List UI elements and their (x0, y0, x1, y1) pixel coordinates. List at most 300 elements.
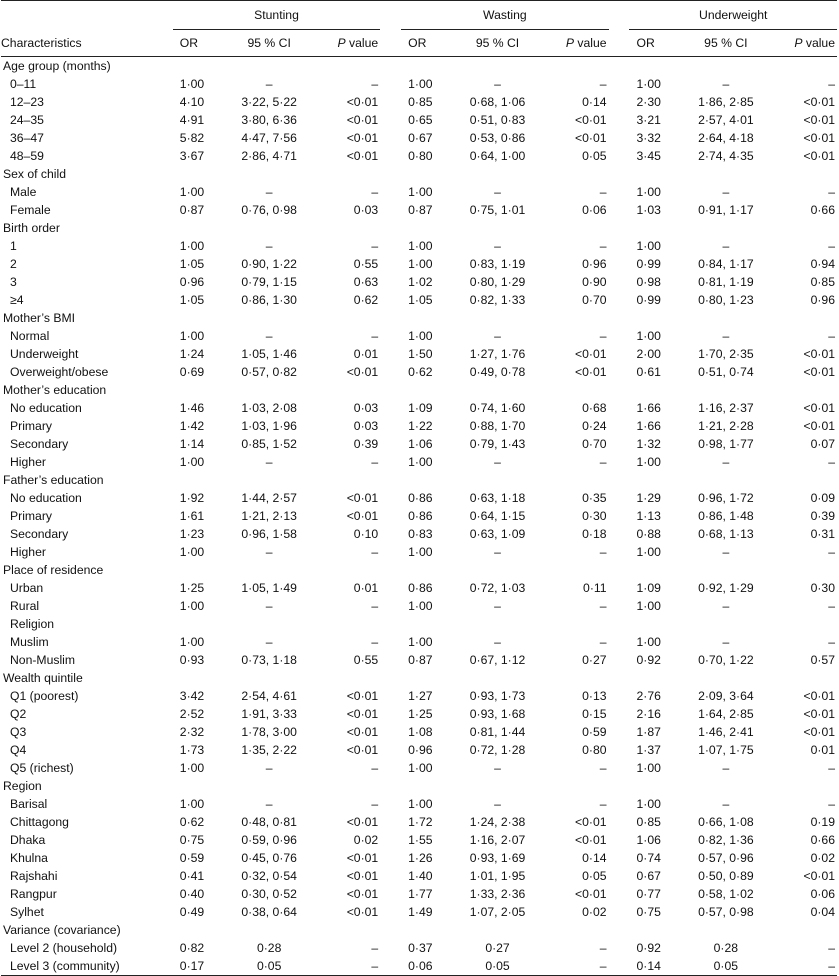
odds-ratio: 1·00 (408, 635, 433, 649)
confidence-interval: 2·09, 3·64 (698, 689, 754, 703)
confidence-interval: – (722, 329, 730, 343)
odds-ratio: 0·99 (636, 257, 661, 271)
confidence-interval: – (265, 635, 273, 649)
table-row (1, 741, 837, 759)
ci-header: 95 % CI (219, 30, 320, 57)
confidence-interval: 0·68, 1·06 (469, 95, 526, 109)
confidence-interval: 4·47, 7·56 (241, 131, 297, 145)
p-value: – (371, 239, 379, 253)
confidence-interval: – (494, 185, 501, 199)
column-header-row (1, 30, 837, 57)
category-label: Mother’s BMI (3, 311, 76, 325)
table-row (1, 795, 837, 813)
confidence-interval: 0·80, 1·23 (698, 293, 754, 307)
odds-ratio: 1·77 (408, 887, 433, 901)
table-body (1, 57, 837, 976)
p-value (776, 615, 837, 633)
p-value: 0·06 (810, 887, 835, 901)
p-value-header: P value (548, 30, 609, 57)
table-row (1, 543, 837, 561)
table-row (1, 363, 837, 381)
confidence-interval: 1·01, 1·95 (469, 869, 526, 883)
odds-ratio: 1·14 (179, 437, 205, 451)
table-row (1, 93, 837, 111)
p-value: <0·01 (346, 707, 379, 721)
odds-ratio: 1·25 (408, 707, 433, 721)
ci-header: 95 % CI (676, 30, 777, 57)
p-value: 0·15 (582, 707, 607, 721)
group-header-row (1, 1, 837, 30)
table-row (1, 435, 837, 453)
p-value: 0·19 (810, 815, 835, 829)
confidence-interval: 1·21, 2·28 (698, 419, 754, 433)
confidence-interval: – (265, 329, 273, 343)
confidence-interval: 0·79, 1·15 (241, 275, 297, 289)
row-label: No education (10, 491, 82, 505)
p-value: – (828, 599, 835, 613)
p-value: – (548, 957, 609, 976)
odds-ratio: 0·14 (629, 957, 675, 976)
confidence-interval: 0·64, 1·15 (469, 509, 526, 523)
confidence-interval: 0·93, 1·68 (469, 707, 526, 721)
category-row (1, 219, 837, 237)
p-value: 0·62 (353, 293, 379, 307)
confidence-interval: 0·93, 1·73 (469, 689, 526, 703)
row-label: 2 (10, 257, 17, 271)
p-value: <0·01 (346, 131, 379, 145)
row-label: Khulna (10, 851, 48, 865)
confidence-interval: 1·21, 2·13 (241, 509, 297, 523)
p-value: 0·18 (582, 527, 607, 541)
p-value: 0·39 (353, 437, 379, 451)
odds-ratio: 1·00 (408, 329, 433, 343)
table-row (1, 237, 837, 255)
odds-ratio: 0·92 (636, 653, 661, 667)
table-row (1, 903, 837, 921)
confidence-interval: 1·46, 2·41 (698, 725, 754, 739)
confidence-interval: 0·05 (219, 957, 320, 976)
category-label: Wealth quintile (3, 671, 83, 685)
odds-ratio: 1·25 (179, 581, 205, 595)
odds-ratio: 0·96 (408, 743, 433, 757)
confidence-interval: 1·91, 3·33 (241, 707, 297, 721)
table-row (1, 813, 837, 831)
category-row (1, 561, 837, 579)
p-value: 0·05 (582, 149, 607, 163)
odds-ratio: 1·00 (179, 329, 205, 343)
group-header-stunting: Stunting (173, 1, 380, 30)
p-value: – (828, 635, 835, 649)
p-value: <0·01 (803, 131, 835, 145)
confidence-interval: – (722, 545, 730, 559)
table-row (1, 939, 837, 957)
p-value: <0·01 (346, 689, 379, 703)
p-value: 0·55 (353, 653, 379, 667)
confidence-interval: 0·96, 1·58 (241, 527, 297, 541)
odds-ratio: 1·22 (408, 419, 433, 433)
row-label: Q5 (richest) (10, 761, 74, 775)
confidence-interval: – (494, 329, 501, 343)
odds-ratio: 2·00 (636, 347, 661, 361)
odds-ratio: 1·00 (179, 455, 205, 469)
confidence-interval: 0·86, 1·30 (241, 293, 297, 307)
table-row (1, 525, 837, 543)
confidence-interval: 1·33, 2·36 (469, 887, 526, 901)
p-value: – (599, 545, 607, 559)
confidence-interval: 1·44, 2·57 (241, 491, 297, 505)
odds-ratio: 0·88 (636, 527, 661, 541)
odds-ratio: 1·06 (636, 833, 661, 847)
odds-ratio: 1·00 (179, 635, 205, 649)
odds-ratio (401, 615, 447, 633)
odds-ratio: 1·40 (408, 869, 433, 883)
table-row (1, 831, 837, 849)
row-label: Rural (10, 599, 40, 613)
p-value: 0·04 (810, 905, 835, 919)
odds-ratio: 2·52 (179, 707, 205, 721)
p-value: – (371, 761, 379, 775)
p-value: <0·01 (346, 869, 379, 883)
p-value: – (599, 761, 607, 775)
row-label: Male (10, 185, 37, 199)
confidence-interval: 0·82, 1·36 (698, 833, 754, 847)
category-label: Sex of child (3, 167, 67, 181)
confidence-interval: 0·45, 0·76 (241, 851, 297, 865)
p-value: <0·01 (803, 707, 835, 721)
p-value: 0·39 (810, 509, 835, 523)
confidence-interval: 0·57, 0·98 (698, 905, 754, 919)
row-label: ≥4 (10, 293, 24, 307)
confidence-interval: – (722, 599, 730, 613)
row-label: Secondary (10, 437, 69, 451)
odds-ratio: 2·16 (636, 707, 661, 721)
odds-ratio: 1·37 (636, 743, 661, 757)
confidence-interval: 0·72, 1·03 (469, 581, 526, 595)
ci-header: 95 % CI (447, 30, 548, 57)
p-value: <0·01 (346, 815, 379, 829)
p-value: 0·35 (582, 491, 607, 505)
confidence-interval: 0·38, 0·64 (241, 905, 297, 919)
confidence-interval: 1·86, 2·85 (698, 95, 754, 109)
row-label: Dhaka (10, 833, 46, 847)
p-value: 0·96 (582, 257, 607, 271)
category-row (1, 777, 837, 795)
confidence-interval: 0·81, 1·44 (469, 725, 526, 739)
odds-ratio: 1·66 (636, 401, 661, 415)
confidence-interval: 0·92, 1·29 (698, 581, 754, 595)
confidence-interval: 2·74, 4·35 (698, 149, 754, 163)
odds-ratio: 1·00 (636, 77, 661, 91)
confidence-interval: 0·85, 1·52 (241, 437, 297, 451)
confidence-interval: – (494, 545, 501, 559)
confidence-interval: – (494, 239, 501, 253)
p-value: – (828, 77, 835, 91)
p-value: 0·80 (582, 743, 607, 757)
table-row (1, 345, 837, 363)
confidence-interval: – (722, 455, 730, 469)
p-value: 0·31 (810, 527, 835, 541)
confidence-interval: 2·54, 4·61 (241, 689, 297, 703)
odds-ratio: 1·00 (636, 239, 661, 253)
row-label: 24–35 (10, 113, 44, 127)
odds-ratio: 1·00 (408, 761, 433, 775)
odds-ratio: 0·67 (408, 131, 433, 145)
category-row (1, 669, 837, 687)
category-row (1, 309, 837, 327)
odds-ratio: 0·87 (408, 653, 433, 667)
odds-ratio: 0·85 (408, 95, 433, 109)
confidence-interval: 1·03, 1·96 (241, 419, 297, 433)
p-value: – (599, 77, 607, 91)
confidence-interval: 0·57, 0·96 (698, 851, 754, 865)
confidence-interval: – (722, 185, 730, 199)
p-value: – (776, 957, 837, 976)
p-value: – (599, 239, 607, 253)
category-label: Mother’s education (3, 383, 107, 397)
p-value: <0·01 (803, 95, 835, 109)
p-value: <0·01 (346, 113, 379, 127)
confidence-interval: 1·07, 2·05 (469, 905, 526, 919)
p-value: <0·01 (346, 149, 379, 163)
p-value: <0·01 (575, 347, 607, 361)
p-value: 0·30 (810, 581, 835, 595)
confidence-interval: 0·66, 1·08 (698, 815, 754, 829)
p-value: – (371, 185, 379, 199)
odds-ratio: 0·65 (408, 113, 433, 127)
confidence-interval: 1·05, 1·46 (241, 347, 297, 361)
p-value: <0·01 (346, 851, 379, 865)
confidence-interval: 1·35, 2·22 (241, 743, 297, 757)
p-value: – (371, 635, 379, 649)
row-label: Chittagong (10, 815, 69, 829)
odds-ratio: 0·93 (179, 653, 205, 667)
odds-ratio: 0·75 (179, 833, 205, 847)
row-label: Level 3 (community) (1, 957, 173, 976)
p-value: 0·10 (353, 527, 379, 541)
p-value: <0·01 (575, 833, 607, 847)
confidence-interval: 1·24, 2·38 (469, 815, 526, 829)
odds-ratio: 0·74 (636, 851, 661, 865)
p-value: – (828, 545, 835, 559)
odds-ratio: 0·92 (636, 941, 661, 955)
p-value: 0·68 (582, 401, 607, 415)
odds-ratio: 1·00 (408, 455, 433, 469)
p-value: <0·01 (346, 725, 379, 739)
odds-ratio: 1·55 (408, 833, 433, 847)
p-value: <0·01 (803, 149, 835, 163)
confidence-interval: 0·88, 1·70 (469, 419, 526, 433)
row-label: Barisal (10, 797, 48, 811)
odds-ratio: 1·27 (408, 689, 433, 703)
p-value: <0·01 (575, 113, 607, 127)
odds-ratio: 1·29 (636, 491, 661, 505)
p-value: – (371, 329, 379, 343)
odds-ratio: 2·30 (636, 95, 661, 109)
category-row (1, 921, 837, 939)
odds-ratio: 4·10 (179, 95, 205, 109)
row-label: Secondary (10, 527, 69, 541)
confidence-interval: 0·80, 1·29 (469, 275, 526, 289)
p-value: 0·05 (582, 869, 607, 883)
confidence-interval: 3·22, 5·22 (241, 95, 297, 109)
odds-ratio: 1·00 (179, 545, 205, 559)
or-header: OR (629, 30, 675, 57)
confidence-interval: – (722, 761, 730, 775)
confidence-interval: – (722, 77, 730, 91)
odds-ratio: 0·69 (179, 365, 205, 379)
category-label: Place of residence (3, 563, 104, 577)
p-value: 0·13 (582, 689, 607, 703)
table-row (1, 957, 837, 976)
p-value: 0·66 (810, 203, 835, 217)
confidence-interval: 0·28 (713, 941, 739, 955)
table-row (1, 255, 837, 273)
confidence-interval: 2·57, 4·01 (698, 113, 754, 127)
odds-ratio: 5·82 (179, 131, 205, 145)
p-value: <0·01 (346, 743, 379, 757)
row-label: 3 (10, 275, 17, 289)
p-value: 0·85 (810, 275, 835, 289)
p-value: 0·55 (353, 257, 379, 271)
row-label: 0–11 (10, 77, 37, 91)
confidence-interval: – (265, 185, 273, 199)
confidence-interval: 0·05 (447, 957, 548, 976)
row-label: Female (10, 203, 51, 217)
confidence-interval: 1·64, 2·85 (698, 707, 754, 721)
confidence-interval: 0·79, 1·43 (469, 437, 526, 451)
row-label: Primary (10, 419, 52, 433)
p-value: – (828, 941, 835, 955)
table-row (1, 849, 837, 867)
odds-ratio: 0·96 (179, 275, 205, 289)
confidence-interval: 1·16, 2·37 (698, 401, 754, 415)
odds-ratio: 1·66 (636, 419, 661, 433)
confidence-interval: – (494, 635, 501, 649)
odds-ratio: 1·00 (179, 761, 205, 775)
odds-ratio: 1·00 (179, 797, 205, 811)
confidence-interval: 0·96, 1·72 (698, 491, 754, 505)
confidence-interval: – (494, 797, 501, 811)
table-row (1, 327, 837, 345)
p-value (548, 615, 609, 633)
odds-ratio: 4·91 (179, 113, 205, 127)
odds-ratio: 2·76 (636, 689, 661, 703)
confidence-interval: 1·03, 2·08 (241, 401, 297, 415)
odds-ratio: 1·24 (179, 347, 205, 361)
odds-ratio: 1·00 (179, 599, 205, 613)
p-value: 0·02 (810, 851, 835, 865)
odds-ratio: 1·72 (408, 815, 433, 829)
p-value: – (599, 635, 607, 649)
p-value: <0·01 (803, 113, 835, 127)
category-row (1, 57, 837, 76)
odds-ratio: 0·77 (636, 887, 661, 901)
row-label: 1 (10, 239, 17, 253)
p-value: 0·94 (810, 257, 835, 271)
confidence-interval (676, 615, 777, 633)
row-label: Muslim (10, 635, 49, 649)
confidence-interval: – (722, 239, 730, 253)
category-label: Region (3, 779, 42, 793)
table-row (1, 399, 837, 417)
p-value: <0·01 (803, 725, 835, 739)
row-label: Rajshahi (10, 869, 58, 883)
p-value: – (828, 239, 835, 253)
p-value: <0·01 (803, 419, 835, 433)
p-value: <0·01 (803, 869, 835, 883)
odds-ratio: 1·92 (179, 491, 205, 505)
p-value: 0·01 (353, 347, 379, 361)
confidence-interval: 0·84, 1·17 (698, 257, 754, 271)
table-row (1, 507, 837, 525)
p-value: 0·03 (353, 401, 379, 415)
table-row (1, 273, 837, 291)
odds-ratio (629, 615, 675, 633)
odds-ratio: 3·42 (179, 689, 205, 703)
odds-ratio: 0·86 (408, 491, 433, 505)
category-row (1, 165, 837, 183)
confidence-interval: 0·81, 1·19 (698, 275, 754, 289)
odds-ratio: 0·80 (408, 149, 433, 163)
row-label: No education (10, 401, 82, 415)
table-row (1, 687, 837, 705)
confidence-interval: 0·93, 1·69 (469, 851, 526, 865)
row-label: Primary (10, 509, 52, 523)
row-label: Rangpur (10, 887, 57, 901)
odds-ratio: 1·13 (636, 509, 661, 523)
p-value: 0·59 (582, 725, 607, 739)
confidence-interval: 0·27 (485, 941, 510, 955)
p-value: – (828, 455, 835, 469)
p-value: 0·90 (582, 275, 607, 289)
confidence-interval: – (265, 455, 273, 469)
confidence-interval: 0·49, 0·78 (469, 365, 526, 379)
row-label: Higher (10, 545, 46, 559)
p-value: 0·03 (353, 203, 379, 217)
odds-ratio: 0·61 (636, 365, 661, 379)
table-row (1, 723, 837, 741)
p-value: 0·11 (583, 581, 607, 595)
odds-ratio: 1·06 (408, 437, 433, 451)
odds-ratio: 0·67 (636, 869, 661, 883)
p-value: – (371, 545, 379, 559)
table-row (1, 489, 837, 507)
odds-ratio: 1·00 (636, 185, 661, 199)
odds-ratio: 1·00 (408, 599, 433, 613)
p-value: – (599, 941, 607, 955)
p-value: 0·02 (582, 905, 607, 919)
odds-ratio: 1·23 (179, 527, 205, 541)
odds-ratio: 0·87 (408, 203, 433, 217)
p-value: 0·07 (810, 437, 835, 451)
table-row (1, 633, 837, 651)
table-row (1, 417, 837, 435)
confidence-interval: 0·73, 1·18 (241, 653, 297, 667)
results-table (1, 0, 837, 976)
row-label: Sylhet (10, 905, 44, 919)
row-label: Underweight (10, 347, 79, 361)
odds-ratio: 1·09 (408, 401, 433, 415)
row-label: Non-Muslim (10, 653, 76, 667)
confidence-interval: 0·74, 1·60 (469, 401, 526, 415)
confidence-interval: 1·16, 2·07 (469, 833, 526, 847)
odds-ratio: 0·82 (179, 941, 205, 955)
odds-ratio: 1·09 (636, 581, 661, 595)
odds-ratio: 3·21 (636, 113, 661, 127)
odds-ratio: 1·02 (408, 275, 433, 289)
confidence-interval: – (265, 761, 273, 775)
category-label: Father’s education (3, 473, 104, 487)
